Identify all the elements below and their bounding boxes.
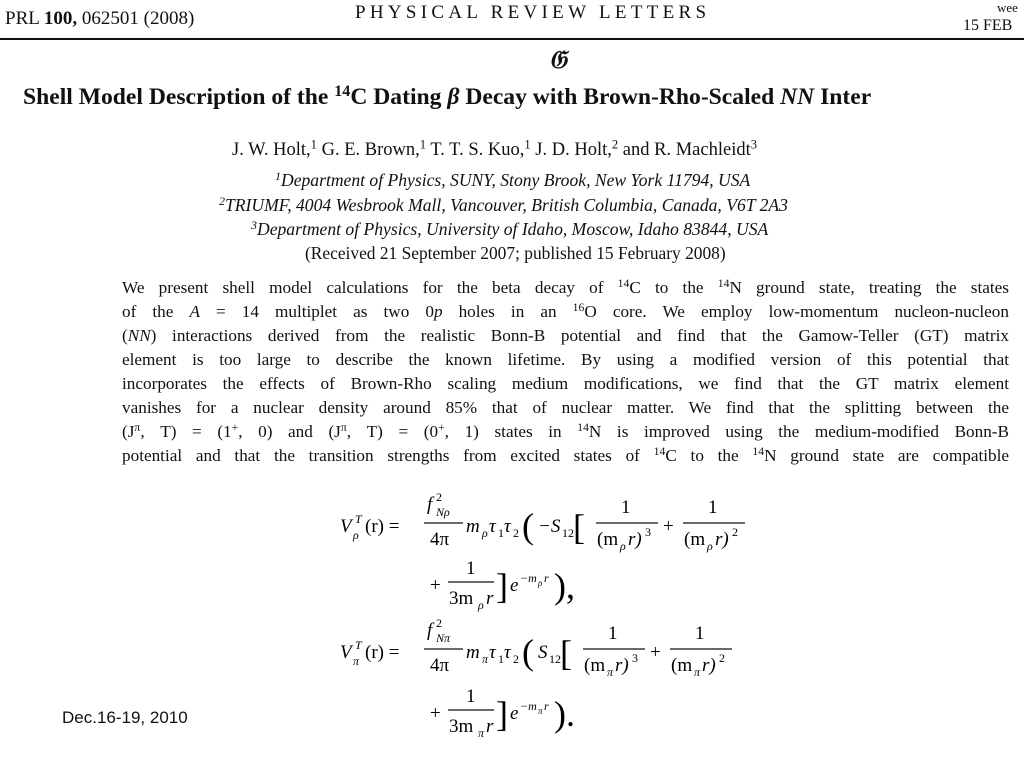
svg-text:π: π xyxy=(478,726,485,740)
svg-text:12: 12 xyxy=(549,652,561,666)
affiliation-2: $^2$TRIUMF, 4004 Wesbrook Mall, Vancouver, British Columbia, Canada, V6T 2A3 xyxy=(219,194,788,215)
abstract-line: (NN) interactions derived from the realistic Bonn-B potential and find that the Gamow-Teller (GT) matrix xyxy=(122,326,1009,345)
svg-text:3m: 3m xyxy=(449,716,474,737)
svg-text:r: r xyxy=(544,699,549,713)
svg-text:[: [ xyxy=(573,507,585,547)
svg-text:(: ( xyxy=(522,632,534,672)
svg-text:).: ). xyxy=(554,694,575,734)
svg-text:(m: (m xyxy=(671,655,693,676)
svg-text:r): r) xyxy=(615,655,629,676)
svg-text:ρ: ρ xyxy=(620,539,626,553)
svg-text:m: m xyxy=(466,516,480,537)
svg-text:π: π xyxy=(694,665,701,679)
paper-title: Shell Model Description of the $^{14}$C Dating β Decay with Brown-Rho-Scaled NN Inter xyxy=(23,82,872,110)
svg-text:f: f xyxy=(427,620,433,641)
svg-text:(: ( xyxy=(522,506,534,546)
svg-text:π: π xyxy=(607,665,614,679)
svg-text:2: 2 xyxy=(436,616,442,630)
svg-text:3: 3 xyxy=(632,651,638,665)
svg-text:r): r) xyxy=(628,529,642,550)
svg-text:]: ] xyxy=(496,566,508,606)
svg-text:(r) =: (r) = xyxy=(365,642,400,663)
pi-potential-line-1 xyxy=(340,616,732,679)
svg-text:ρ: ρ xyxy=(707,539,713,553)
svg-text:3: 3 xyxy=(645,525,651,539)
abstract-line: incorporates the effects of Brown-Rho scaling medium modifications, we find that the GT matrix element xyxy=(122,374,1009,393)
running-title: PHYSICAL REVIEW LETTERS xyxy=(355,2,711,23)
svg-text:1: 1 xyxy=(708,497,718,518)
svg-text:+: + xyxy=(430,575,441,596)
abstract-line: of the A = 14 multiplet as two 0p holes in an $^{16}$O core. We employ low-momentum nucleon-nucleon xyxy=(122,301,1009,321)
svg-text:e: e xyxy=(510,703,519,724)
svg-text:V: V xyxy=(340,516,352,537)
svg-text:Nρ: Nρ xyxy=(436,505,450,519)
rho-potential-line-2 xyxy=(430,558,575,612)
rho-potential-line-1 xyxy=(340,490,745,553)
svg-text:−S: −S xyxy=(538,516,561,537)
svg-text:1: 1 xyxy=(466,558,476,579)
svg-text:),: ), xyxy=(554,566,575,606)
svg-text:2: 2 xyxy=(513,652,519,666)
svg-text:r: r xyxy=(544,571,549,585)
abstract-line: ($J^\pi$, T) = (1+, 0) and ($J^\pi$, T) = (0+, 1) states in $^{14}$N is improved using the medium-modified Bonn-B xyxy=(122,421,1009,441)
svg-text:2: 2 xyxy=(719,651,725,665)
svg-text:e: e xyxy=(510,575,519,596)
svg-text:(r) =: (r) = xyxy=(365,516,400,537)
received-date: (Received 21 September 2007; published 15 February 2008) xyxy=(305,243,726,263)
svg-text:1: 1 xyxy=(498,652,504,666)
svg-text:4π: 4π xyxy=(430,529,450,550)
svg-text:(m: (m xyxy=(597,529,619,550)
svg-text:+: + xyxy=(650,642,661,663)
svg-text:1: 1 xyxy=(695,623,705,644)
affiliation-3: $^3$Department of Physics, University of Idaho, Moscow, Idaho 83844, USA xyxy=(251,218,769,239)
abstract-line: We present shell model calculations for the beta decay of $^{14}$C to the $^{14}$N ground state, treating the states xyxy=(122,277,1009,297)
svg-text:4π: 4π xyxy=(430,655,450,676)
svg-text:π: π xyxy=(353,654,360,668)
svg-text:2: 2 xyxy=(513,526,519,540)
svg-text:V: V xyxy=(340,642,352,663)
svg-text:]: ] xyxy=(496,694,508,734)
journal-logo: 𝔊 xyxy=(549,47,567,74)
svg-text:S: S xyxy=(538,642,548,663)
svg-text:+: + xyxy=(430,703,441,724)
svg-text:τ: τ xyxy=(489,516,496,537)
svg-text:[: [ xyxy=(560,633,572,673)
abstract-line: element is too large to describe the known lifetime. By using a modified version of this potential that xyxy=(122,350,1009,369)
svg-text:r): r) xyxy=(702,655,716,676)
author-list: J. W. Holt,$^1$ G. E. Brown,$^1$ T. T. S. Kuo,$^1$ J. D. Holt,$^2$ and R. Machleidt$^3$ xyxy=(232,137,758,160)
svg-text:r): r) xyxy=(715,529,729,550)
journal-citation: PRL 100, 062501 (2008) xyxy=(5,8,195,29)
svg-text:T: T xyxy=(355,512,362,526)
svg-text:Nπ: Nπ xyxy=(436,631,451,645)
svg-text:−m: −m xyxy=(520,699,537,713)
svg-text:τ: τ xyxy=(504,642,511,663)
svg-text:12: 12 xyxy=(562,526,574,540)
svg-text:r: r xyxy=(486,588,494,609)
svg-text:(m: (m xyxy=(584,655,606,676)
footer-date: Dec.16-19, 2010 xyxy=(62,708,188,727)
svg-text:T: T xyxy=(355,638,362,652)
svg-text:−m: −m xyxy=(520,571,537,585)
svg-text:τ: τ xyxy=(504,516,511,537)
header-date-fragment: 15 FEB xyxy=(963,17,1013,34)
svg-text:(m: (m xyxy=(684,529,706,550)
svg-text:π: π xyxy=(538,706,543,716)
svg-text:m: m xyxy=(466,642,480,663)
svg-text:ρ: ρ xyxy=(353,528,359,542)
abstract-line: potential and that the transition strengths from excited states of $^{14}$C to the $^{14}$N ground state are compatible xyxy=(122,445,1009,465)
svg-text:r: r xyxy=(486,716,494,737)
svg-text:ρ: ρ xyxy=(478,598,484,612)
svg-text:1: 1 xyxy=(498,526,504,540)
svg-text:ρ: ρ xyxy=(538,578,543,588)
svg-text:3m: 3m xyxy=(449,588,474,609)
svg-text:2: 2 xyxy=(436,490,442,504)
svg-text:ρ: ρ xyxy=(482,526,488,540)
potential-equations xyxy=(340,488,800,748)
header-rule xyxy=(0,38,1024,40)
svg-text:+: + xyxy=(663,516,674,537)
pi-potential-line-2 xyxy=(430,686,575,740)
svg-text:2: 2 xyxy=(732,525,738,539)
affiliation-1: $^1$Department of Physics, SUNY, Stony Brook, New York 11794, USA xyxy=(275,169,751,190)
svg-text:1: 1 xyxy=(608,623,618,644)
svg-text:f: f xyxy=(427,494,433,515)
svg-text:τ: τ xyxy=(489,642,496,663)
svg-text:1: 1 xyxy=(621,497,631,518)
abstract-line: vanishes for a nuclear density around 85% that of nuclear matter. We find that the splitting between the xyxy=(122,398,1009,417)
svg-text:π: π xyxy=(482,652,489,666)
header-week-fragment: wee xyxy=(997,0,1018,15)
svg-text:1: 1 xyxy=(466,686,476,707)
